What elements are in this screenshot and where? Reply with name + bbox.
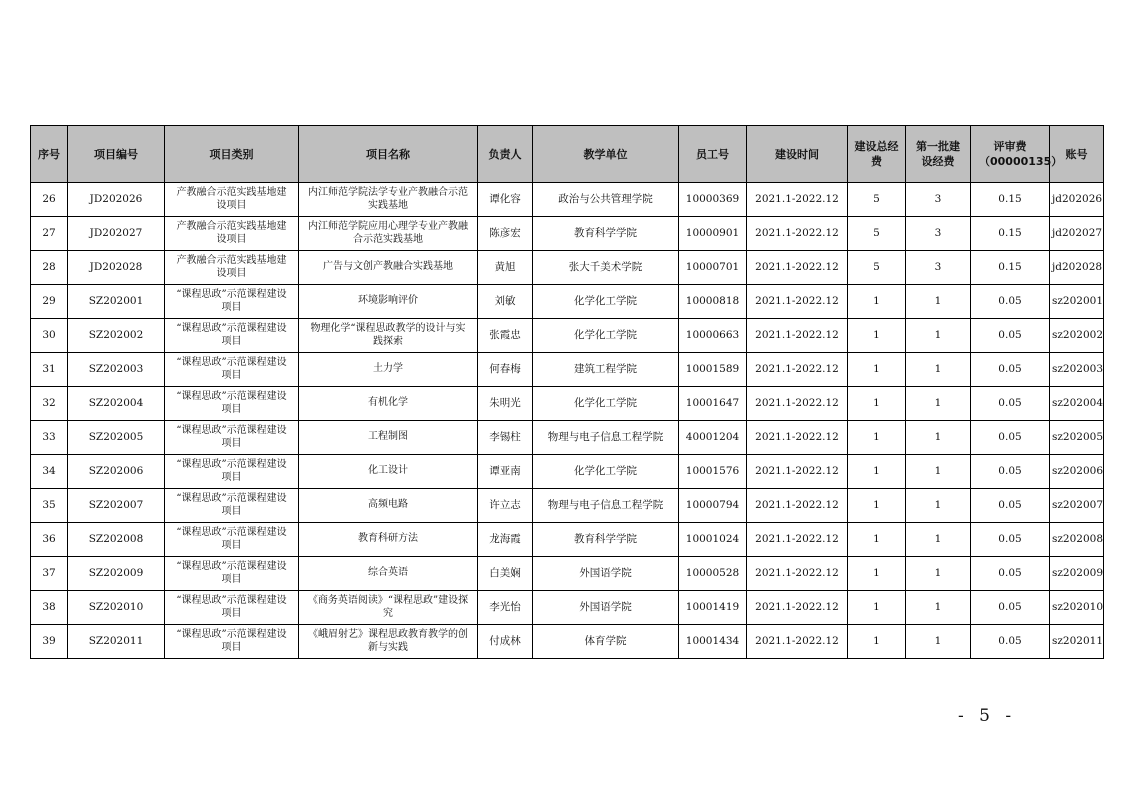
header-teaching-unit: 教学单位 bbox=[533, 126, 679, 183]
cell-project-name: 广告与文创产教融合实践基地 bbox=[299, 251, 478, 285]
cell-teaching-unit: 化学化工学院 bbox=[533, 285, 679, 319]
cell-teaching-unit: 政治与公共管理学院 bbox=[533, 183, 679, 217]
cell-project-code: JD202026 bbox=[68, 183, 165, 217]
cell-review-fee: 0.05 bbox=[971, 557, 1050, 591]
cell-leader: 谭化容 bbox=[478, 183, 533, 217]
cell-seq: 35 bbox=[31, 489, 68, 523]
cell-first-batch-funding: 3 bbox=[906, 183, 971, 217]
cell-leader: 付成林 bbox=[478, 625, 533, 659]
cell-project-code: JD202028 bbox=[68, 251, 165, 285]
header-project-category: 项目类别 bbox=[165, 126, 299, 183]
cell-leader: 何春梅 bbox=[478, 353, 533, 387]
cell-build-period: 2021.1-2022.12 bbox=[747, 591, 848, 625]
cell-staff-id: 10001576 bbox=[679, 455, 747, 489]
cell-account: sz202006 bbox=[1050, 455, 1104, 489]
header-project-name: 项目名称 bbox=[299, 126, 478, 183]
cell-project-name: 物理化学“课程思政教学的设计与实践探索 bbox=[299, 319, 478, 353]
cell-total-funding: 5 bbox=[848, 251, 906, 285]
cell-project-category: “课程思政”示范课程建设项目 bbox=[165, 591, 299, 625]
cell-project-code: SZ202001 bbox=[68, 285, 165, 319]
cell-first-batch-funding: 3 bbox=[906, 217, 971, 251]
cell-teaching-unit: 建筑工程学院 bbox=[533, 353, 679, 387]
header-staff-id: 员工号 bbox=[679, 126, 747, 183]
cell-account: sz202007 bbox=[1050, 489, 1104, 523]
table-row bbox=[31, 285, 1104, 319]
project-table bbox=[30, 125, 1104, 659]
table-row bbox=[31, 421, 1104, 455]
cell-seq: 38 bbox=[31, 591, 68, 625]
cell-account: sz202005 bbox=[1050, 421, 1104, 455]
cell-account: sz202001 bbox=[1050, 285, 1104, 319]
cell-teaching-unit: 外国语学院 bbox=[533, 591, 679, 625]
cell-project-code: SZ202006 bbox=[68, 455, 165, 489]
cell-project-name: 环境影响评价 bbox=[299, 285, 478, 319]
cell-build-period: 2021.1-2022.12 bbox=[747, 455, 848, 489]
table-row bbox=[31, 523, 1104, 557]
cell-seq: 31 bbox=[31, 353, 68, 387]
cell-total-funding: 1 bbox=[848, 455, 906, 489]
cell-first-batch-funding: 1 bbox=[906, 455, 971, 489]
cell-project-code: JD202027 bbox=[68, 217, 165, 251]
cell-teaching-unit: 教育科学学院 bbox=[533, 523, 679, 557]
table-row bbox=[31, 455, 1104, 489]
cell-first-batch-funding: 1 bbox=[906, 625, 971, 659]
cell-seq: 39 bbox=[31, 625, 68, 659]
cell-build-period: 2021.1-2022.12 bbox=[747, 251, 848, 285]
cell-first-batch-funding: 1 bbox=[906, 319, 971, 353]
cell-project-name: 有机化学 bbox=[299, 387, 478, 421]
cell-leader: 龙海霞 bbox=[478, 523, 533, 557]
table-row bbox=[31, 557, 1104, 591]
cell-build-period: 2021.1-2022.12 bbox=[747, 421, 848, 455]
cell-teaching-unit: 张大千美术学院 bbox=[533, 251, 679, 285]
table-row bbox=[31, 591, 1104, 625]
cell-project-code: SZ202005 bbox=[68, 421, 165, 455]
cell-total-funding: 1 bbox=[848, 625, 906, 659]
cell-project-category: “课程思政”示范课程建设项目 bbox=[165, 455, 299, 489]
cell-seq: 32 bbox=[31, 387, 68, 421]
cell-seq: 26 bbox=[31, 183, 68, 217]
cell-review-fee: 0.15 bbox=[971, 183, 1050, 217]
cell-total-funding: 1 bbox=[848, 557, 906, 591]
cell-teaching-unit: 外国语学院 bbox=[533, 557, 679, 591]
cell-account: sz202011 bbox=[1050, 625, 1104, 659]
cell-project-name: 内江师范学院应用心理学专业产教融合示范实践基地 bbox=[299, 217, 478, 251]
cell-first-batch-funding: 1 bbox=[906, 489, 971, 523]
cell-seq: 33 bbox=[31, 421, 68, 455]
cell-project-category: “课程思政”示范课程建设项目 bbox=[165, 625, 299, 659]
cell-review-fee: 0.05 bbox=[971, 625, 1050, 659]
cell-project-category: 产教融合示范实践基地建设项目 bbox=[165, 217, 299, 251]
table-row bbox=[31, 353, 1104, 387]
cell-leader: 李锡柱 bbox=[478, 421, 533, 455]
table-row bbox=[31, 319, 1104, 353]
cell-leader: 刘敏 bbox=[478, 285, 533, 319]
cell-project-category: “课程思政”示范课程建设项目 bbox=[165, 353, 299, 387]
cell-account: jd202027 bbox=[1050, 217, 1104, 251]
cell-project-code: SZ202011 bbox=[68, 625, 165, 659]
table-row bbox=[31, 489, 1104, 523]
cell-total-funding: 5 bbox=[848, 217, 906, 251]
table-row bbox=[31, 183, 1104, 217]
cell-total-funding: 1 bbox=[848, 353, 906, 387]
cell-staff-id: 10000794 bbox=[679, 489, 747, 523]
cell-teaching-unit: 化学化工学院 bbox=[533, 387, 679, 421]
cell-staff-id: 10001024 bbox=[679, 523, 747, 557]
cell-staff-id: 10001434 bbox=[679, 625, 747, 659]
cell-review-fee: 0.05 bbox=[971, 523, 1050, 557]
cell-project-category: 产教融合示范实践基地建设项目 bbox=[165, 251, 299, 285]
cell-staff-id: 10000901 bbox=[679, 217, 747, 251]
header-project-code: 项目编号 bbox=[68, 126, 165, 183]
cell-project-name: 《峨眉射艺》课程思政教育教学的创新与实践 bbox=[299, 625, 478, 659]
cell-leader: 白美娴 bbox=[478, 557, 533, 591]
cell-review-fee: 0.05 bbox=[971, 591, 1050, 625]
cell-review-fee: 0.05 bbox=[971, 285, 1050, 319]
cell-total-funding: 1 bbox=[848, 421, 906, 455]
cell-total-funding: 1 bbox=[848, 285, 906, 319]
cell-review-fee: 0.05 bbox=[971, 319, 1050, 353]
cell-first-batch-funding: 1 bbox=[906, 523, 971, 557]
cell-review-fee: 0.05 bbox=[971, 421, 1050, 455]
cell-leader: 谭亚南 bbox=[478, 455, 533, 489]
cell-teaching-unit: 物理与电子信息工程学院 bbox=[533, 421, 679, 455]
cell-total-funding: 1 bbox=[848, 489, 906, 523]
cell-staff-id: 10001589 bbox=[679, 353, 747, 387]
header-first-batch-funding: 第一批建设经费 bbox=[906, 126, 971, 183]
cell-first-batch-funding: 1 bbox=[906, 387, 971, 421]
cell-teaching-unit: 化学化工学院 bbox=[533, 319, 679, 353]
cell-first-batch-funding: 1 bbox=[906, 421, 971, 455]
cell-seq: 37 bbox=[31, 557, 68, 591]
header-account: 账号 bbox=[1050, 126, 1104, 183]
cell-leader: 许立志 bbox=[478, 489, 533, 523]
cell-account: sz202010 bbox=[1050, 591, 1104, 625]
cell-first-batch-funding: 3 bbox=[906, 251, 971, 285]
cell-project-category: 产教融合示范实践基地建设项目 bbox=[165, 183, 299, 217]
cell-teaching-unit: 体育学院 bbox=[533, 625, 679, 659]
cell-project-name: 《商务英语阅读》“课程思政”建设探究 bbox=[299, 591, 478, 625]
cell-build-period: 2021.1-2022.12 bbox=[747, 217, 848, 251]
cell-staff-id: 10000369 bbox=[679, 183, 747, 217]
cell-review-fee: 0.15 bbox=[971, 251, 1050, 285]
table-row bbox=[31, 625, 1104, 659]
header-seq: 序号 bbox=[31, 126, 68, 183]
header-build-period: 建设时间 bbox=[747, 126, 848, 183]
cell-leader: 张霞忠 bbox=[478, 319, 533, 353]
cell-teaching-unit: 化学化工学院 bbox=[533, 455, 679, 489]
cell-first-batch-funding: 1 bbox=[906, 591, 971, 625]
cell-staff-id: 10000528 bbox=[679, 557, 747, 591]
cell-account: sz202003 bbox=[1050, 353, 1104, 387]
cell-project-name: 内江师范学院法学专业产教融合示范实践基地 bbox=[299, 183, 478, 217]
cell-project-name: 工程制图 bbox=[299, 421, 478, 455]
cell-seq: 34 bbox=[31, 455, 68, 489]
cell-project-category: “课程思政”示范课程建设项目 bbox=[165, 387, 299, 421]
cell-project-code: SZ202009 bbox=[68, 557, 165, 591]
cell-total-funding: 1 bbox=[848, 387, 906, 421]
header-leader: 负责人 bbox=[478, 126, 533, 183]
cell-staff-id: 10001419 bbox=[679, 591, 747, 625]
cell-project-category: “课程思政”示范课程建设项目 bbox=[165, 523, 299, 557]
header-review-fee: 评审费（00000135） bbox=[971, 126, 1050, 183]
cell-total-funding: 1 bbox=[848, 591, 906, 625]
cell-staff-id: 10000701 bbox=[679, 251, 747, 285]
header-row bbox=[31, 126, 1104, 183]
cell-first-batch-funding: 1 bbox=[906, 285, 971, 319]
table-row bbox=[31, 387, 1104, 421]
cell-build-period: 2021.1-2022.12 bbox=[747, 625, 848, 659]
cell-total-funding: 5 bbox=[848, 183, 906, 217]
cell-seq: 36 bbox=[31, 523, 68, 557]
cell-leader: 朱明光 bbox=[478, 387, 533, 421]
cell-account: jd202028 bbox=[1050, 251, 1104, 285]
cell-staff-id: 40001204 bbox=[679, 421, 747, 455]
cell-leader: 黄旭 bbox=[478, 251, 533, 285]
cell-project-code: SZ202007 bbox=[68, 489, 165, 523]
cell-account: sz202002 bbox=[1050, 319, 1104, 353]
table-header bbox=[31, 126, 1104, 183]
cell-leader: 李光怡 bbox=[478, 591, 533, 625]
cell-first-batch-funding: 1 bbox=[906, 557, 971, 591]
cell-teaching-unit: 教育科学学院 bbox=[533, 217, 679, 251]
cell-project-code: SZ202002 bbox=[68, 319, 165, 353]
cell-account: sz202008 bbox=[1050, 523, 1104, 557]
cell-total-funding: 1 bbox=[848, 523, 906, 557]
cell-build-period: 2021.1-2022.12 bbox=[747, 285, 848, 319]
cell-project-code: SZ202008 bbox=[68, 523, 165, 557]
cell-account: jd202026 bbox=[1050, 183, 1104, 217]
cell-project-name: 高频电路 bbox=[299, 489, 478, 523]
cell-account: sz202004 bbox=[1050, 387, 1104, 421]
table-row bbox=[31, 217, 1104, 251]
cell-build-period: 2021.1-2022.12 bbox=[747, 353, 848, 387]
cell-project-name: 综合英语 bbox=[299, 557, 478, 591]
cell-review-fee: 0.05 bbox=[971, 353, 1050, 387]
cell-build-period: 2021.1-2022.12 bbox=[747, 319, 848, 353]
cell-first-batch-funding: 1 bbox=[906, 353, 971, 387]
cell-build-period: 2021.1-2022.12 bbox=[747, 557, 848, 591]
cell-teaching-unit: 物理与电子信息工程学院 bbox=[533, 489, 679, 523]
cell-seq: 28 bbox=[31, 251, 68, 285]
cell-build-period: 2021.1-2022.12 bbox=[747, 523, 848, 557]
page-number: - 5 - bbox=[958, 706, 1017, 726]
cell-review-fee: 0.15 bbox=[971, 217, 1050, 251]
cell-project-category: “课程思政”示范课程建设项目 bbox=[165, 489, 299, 523]
cell-staff-id: 10000663 bbox=[679, 319, 747, 353]
cell-seq: 29 bbox=[31, 285, 68, 319]
cell-project-name: 土力学 bbox=[299, 353, 478, 387]
cell-build-period: 2021.1-2022.12 bbox=[747, 183, 848, 217]
cell-seq: 30 bbox=[31, 319, 68, 353]
cell-review-fee: 0.05 bbox=[971, 387, 1050, 421]
cell-project-category: “课程思政”示范课程建设项目 bbox=[165, 319, 299, 353]
cell-project-code: SZ202010 bbox=[68, 591, 165, 625]
cell-staff-id: 10000818 bbox=[679, 285, 747, 319]
cell-project-code: SZ202003 bbox=[68, 353, 165, 387]
table-row bbox=[31, 251, 1104, 285]
cell-project-category: “课程思政”示范课程建设项目 bbox=[165, 557, 299, 591]
table-body bbox=[31, 183, 1104, 659]
cell-project-code: SZ202004 bbox=[68, 387, 165, 421]
cell-review-fee: 0.05 bbox=[971, 455, 1050, 489]
header-total-funding: 建设总经费 bbox=[848, 126, 906, 183]
cell-seq: 27 bbox=[31, 217, 68, 251]
cell-build-period: 2021.1-2022.12 bbox=[747, 387, 848, 421]
cell-total-funding: 1 bbox=[848, 319, 906, 353]
cell-project-category: “课程思政”示范课程建设项目 bbox=[165, 421, 299, 455]
cell-leader: 陈彦宏 bbox=[478, 217, 533, 251]
cell-review-fee: 0.05 bbox=[971, 489, 1050, 523]
cell-build-period: 2021.1-2022.12 bbox=[747, 489, 848, 523]
cell-project-category: “课程思政”示范课程建设项目 bbox=[165, 285, 299, 319]
cell-account: sz202009 bbox=[1050, 557, 1104, 591]
cell-project-name: 化工设计 bbox=[299, 455, 478, 489]
cell-staff-id: 10001647 bbox=[679, 387, 747, 421]
cell-project-name: 教育科研方法 bbox=[299, 523, 478, 557]
